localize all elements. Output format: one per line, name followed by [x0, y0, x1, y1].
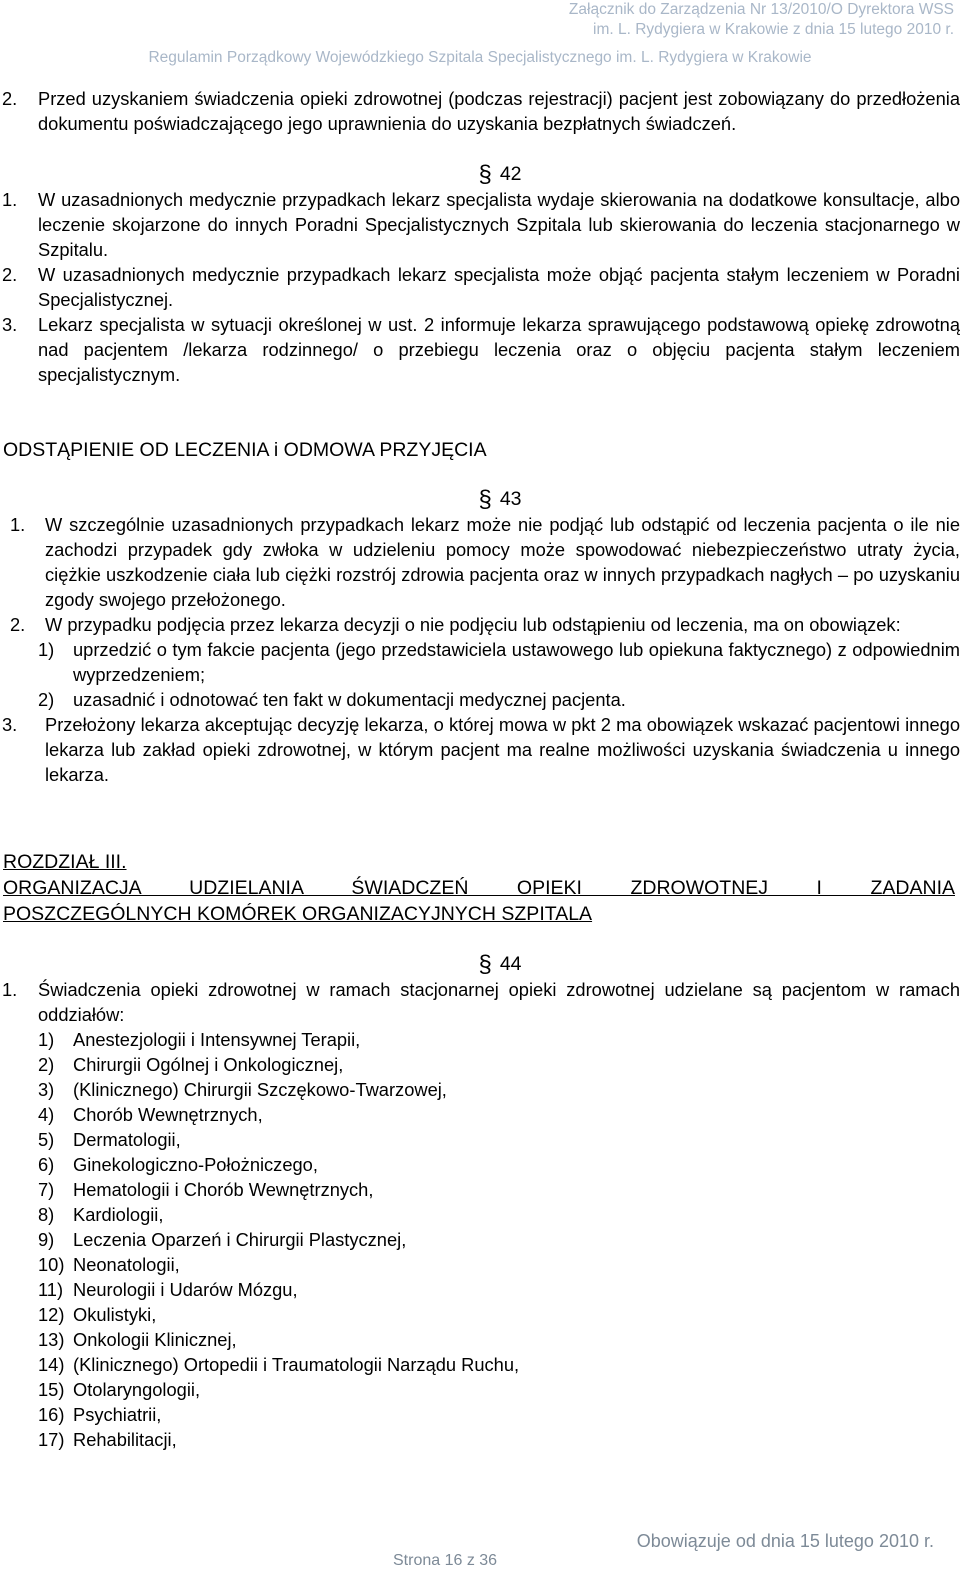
section-number: 43	[499, 488, 522, 510]
item-number: 12)	[38, 1304, 65, 1325]
section-42-heading	[20, 162, 960, 187]
s42-item-2	[0, 262, 960, 312]
s44-item-1	[0, 977, 960, 1027]
item-text: Okulistyki,	[73, 1304, 157, 1325]
section-symbol: §	[478, 161, 492, 188]
list-item	[0, 1277, 960, 1302]
list-item	[0, 1252, 960, 1277]
list-item	[0, 1077, 960, 1102]
item-text: Neurologii i Udarów Mózgu,	[73, 1279, 298, 1300]
item-text: Chorób Wewnętrznych,	[73, 1104, 263, 1125]
item-number: 14)	[38, 1354, 65, 1375]
list-item	[0, 1152, 960, 1177]
list-item	[0, 1402, 960, 1427]
footer-effective-date: Obowiązuje od dnia 15 lutego 2010 r.	[636, 1531, 934, 1551]
header-attachment-line: Załącznik do Zarządzenia Nr 13/2010/O Dyrektora WSS	[568, 1, 954, 18]
section-symbol: §	[478, 486, 492, 513]
item-number: 4)	[38, 1104, 55, 1125]
list-item	[0, 1202, 960, 1227]
section-43-heading	[20, 487, 960, 512]
item-number: 1.	[10, 514, 26, 535]
item-number: 10)	[38, 1254, 65, 1275]
list-item	[0, 1177, 960, 1202]
s43-item-2	[0, 612, 960, 637]
item-number: 2)	[38, 1054, 55, 1075]
item-number: 3.	[2, 314, 18, 335]
item-text: Chirurgii Ogólnej i Onkologicznej,	[73, 1054, 344, 1075]
item-text: Leczenia Oparzeń i Chirurgii Plastycznej,	[73, 1229, 407, 1250]
item-number: 3.	[2, 714, 18, 735]
ward-list	[0, 1027, 960, 1452]
list-item	[0, 1052, 960, 1077]
item-number: 8)	[38, 1204, 55, 1225]
item-number: 5)	[38, 1129, 55, 1150]
item-text: Przed uzyskaniem świadczenia opieki zdrowotnej (podczas rejestracji) pacjent jest zobowiązany do przedłożenia dokumentu poświadczającego jego uprawnienia do uzyskania bezpłatnych świadczeń.	[38, 88, 960, 134]
item-number: 1.	[2, 979, 18, 1000]
item-text: Neonatologii,	[73, 1254, 180, 1275]
item-text: Dermatologii,	[73, 1129, 181, 1150]
section-heading-refusal: ODSTĄPIENIE OD LECZENIA i ODMOWA PRZYJĘCIA	[3, 439, 487, 461]
item-text: W przypadku podjęcia przez lekarza decyzji o nie podjęciu lub odstąpieniu od leczenia, ma on obowiązek:	[45, 614, 901, 635]
item-number: 16)	[38, 1404, 65, 1425]
chapter-subtitle-line-2: POSZCZEGÓLNYCH KOMÓREK ORGANIZACYJNYCH SZPITALA	[3, 903, 593, 925]
item-number: 2.	[10, 614, 26, 635]
section-44-heading	[20, 952, 960, 977]
chapter-title: ROZDZIAŁ III.	[3, 851, 127, 873]
item-text: W uzasadnionych medycznie przypadkach lekarz specjalista może objąć pacjenta stałym leczeniem w Poradni Specjalistycznej.	[38, 264, 960, 310]
item-text: W szczególnie uzasadnionych przypadkach lekarz może nie podjąć lub odstąpić od leczenia pacjenta o ile nie zachodzi przypadek gdy zwłoka w udzieleniu pomocy może spowodować niebezpieczeństwo utraty życia, ciężkie uszkodzenie ciała lub ciężki rozstrój zdrowia pacjenta oraz w innych przypadkach nagłych – po uzyskaniu zgody swojego przełożonego.	[45, 514, 960, 610]
item-number: 2)	[38, 689, 55, 710]
s43-item-1	[0, 512, 960, 612]
chapter-subtitle-line-1: ORGANIZACJA UDZIELANIA ŚWIADCZEŃ OPIEKI ZDROWOTNEJ I ZADANIA	[3, 877, 955, 899]
item-text: Anestezjologii i Intensywnej Terapii,	[73, 1029, 361, 1050]
intro-item	[0, 86, 960, 136]
s43-sub-2	[0, 687, 960, 712]
item-text: Psychiatrii,	[73, 1404, 162, 1425]
item-number: 15)	[38, 1379, 65, 1400]
item-text: Lekarz specjalista w sytuacji określonej w ust. 2 informuje lekarza sprawującego podstawową opiekę zdrowotną nad pacjentem /lekarza rodzinnego/ o przebiegu leczenia oraz o objęciu pacjenta stałym leczeniem specjalistycznym.	[38, 314, 960, 385]
item-text: Onkologii Klinicznej,	[73, 1329, 237, 1350]
item-number: 6)	[38, 1154, 55, 1175]
list-item	[0, 1302, 960, 1327]
list-item	[0, 1377, 960, 1402]
list-item	[0, 1127, 960, 1152]
item-text: uzasadnić i odnotować ten fakt w dokumentacji medycznej pacjenta.	[73, 689, 626, 710]
s43-sub-1	[0, 637, 960, 687]
item-number: 11)	[38, 1279, 64, 1300]
item-text: uprzedzić o tym fakcie pacjenta (jego przedstawiciela ustawowego lub opiekuna faktycznego) z odpowiednim wyprzedzeniem;	[73, 639, 960, 685]
item-number: 1.	[2, 189, 18, 210]
item-text: W uzasadnionych medycznie przypadkach lekarz specjalista wydaje skierowania na dodatkowe konsultacje, albo leczenie skojarzone do innych Poradni Specjalistycznych Szpitala lub skierowania do leczenia stacjonarnego w Szpitalu.	[38, 189, 960, 260]
list-item	[0, 1227, 960, 1252]
item-text: Hematologii i Chorób Wewnętrznych,	[73, 1179, 374, 1200]
list-item	[0, 1352, 960, 1377]
item-number: 3)	[38, 1079, 55, 1100]
item-number: 1)	[38, 1029, 55, 1050]
list-item	[0, 1102, 960, 1127]
item-text: Otolaryngologii,	[73, 1379, 201, 1400]
item-text: Świadczenia opieki zdrowotnej w ramach stacjonarnej opieki zdrowotnej udzielane są pacjentom w ramach oddziałów:	[38, 979, 960, 1025]
section-number: 44	[499, 953, 522, 975]
item-number: 7)	[38, 1179, 55, 1200]
item-number: 9)	[38, 1229, 55, 1250]
item-number: 2.	[2, 88, 18, 109]
header-date-line: im. L. Rydygiera w Krakowie z dnia 15 lutego 2010 r.	[593, 21, 954, 38]
item-number: 17)	[38, 1429, 65, 1450]
list-item	[0, 1327, 960, 1352]
list-item	[0, 1427, 960, 1452]
footer-page-number: Strona 16 z 36	[393, 1552, 498, 1569]
item-text: Ginekologiczno-Położniczego,	[73, 1154, 318, 1175]
s43-item-3	[0, 712, 960, 787]
item-number: 1)	[38, 639, 55, 660]
item-text: Przełożony lekarza akceptując decyzję lekarza, o której mowa w pkt 2 ma obowiązek wskazać pacjentowi innego lekarza lub zakład opieki zdrowotnej, w którym pacjent ma realne możliwości uzyskania świadczenia u innego lekarza.	[45, 714, 960, 785]
section-number: 42	[499, 163, 522, 185]
item-text: Kardiologii,	[73, 1204, 164, 1225]
item-number: 2.	[2, 264, 18, 285]
item-number: 13)	[38, 1329, 65, 1350]
list-item	[0, 1027, 960, 1052]
s42-item-3	[0, 312, 960, 387]
document-body	[0, 86, 960, 1452]
s42-item-1	[0, 187, 960, 262]
item-text: (Klinicznego) Ortopedii i Traumatologii Narządu Ruchu,	[73, 1354, 520, 1375]
section-symbol: §	[478, 951, 492, 978]
header-regulation-title: Regulamin Porządkowy Wojewódzkiego Szpitala Specjalistycznego im. L. Rydygiera w Krakowie	[148, 49, 812, 66]
item-text: Rehabilitacji,	[73, 1429, 177, 1450]
item-text: (Klinicznego) Chirurgii Szczękowo-Twarzowej,	[73, 1079, 447, 1100]
